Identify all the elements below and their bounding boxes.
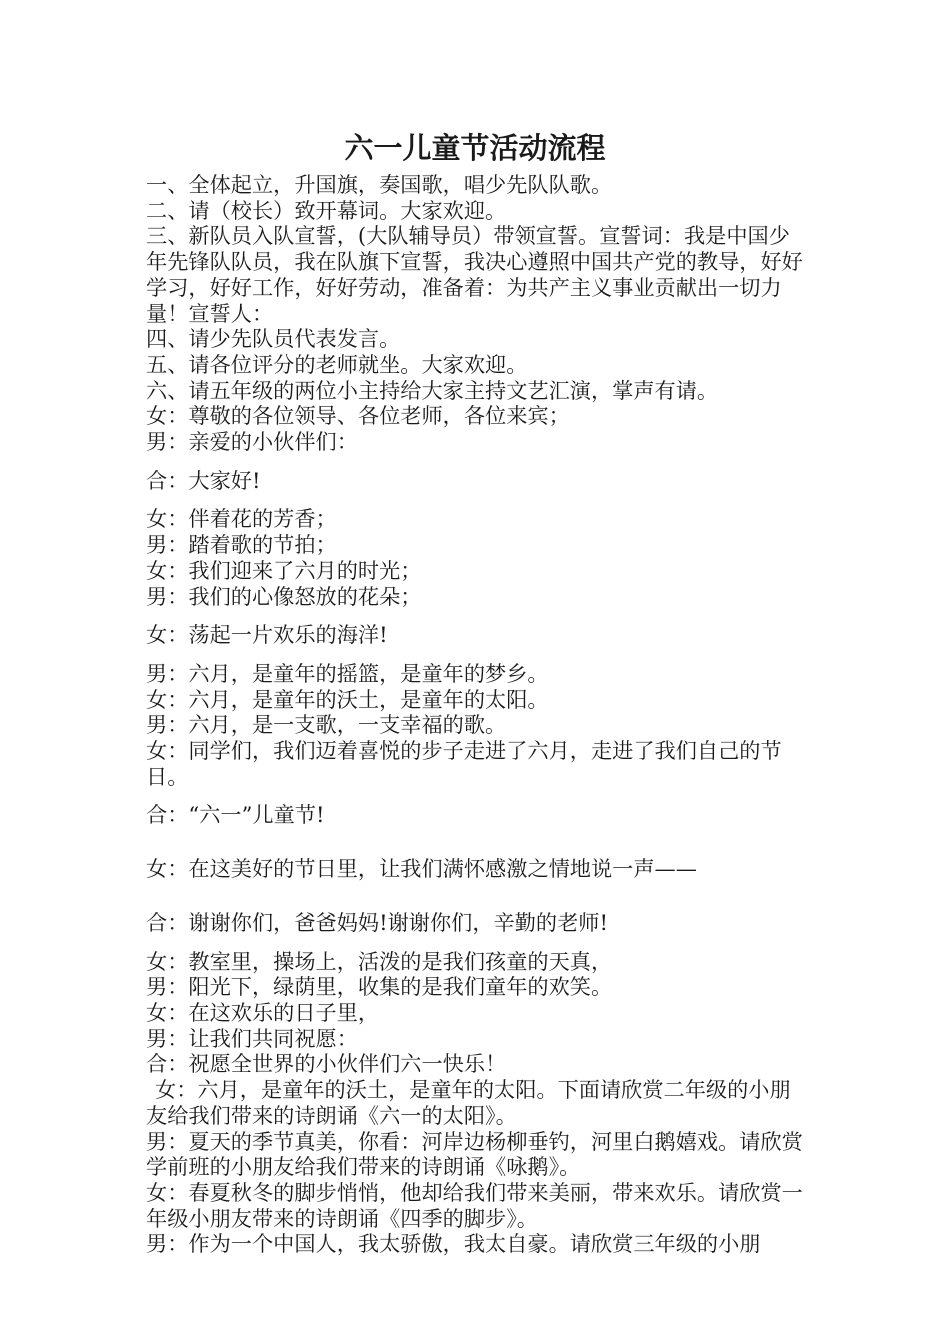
program-intro-poem-1: 女：六月，是童年的沃土，是童年的太阳。下面请欣赏二年级的小朋友给我们带来的诗朗诵《六一的太阳》。 — [146, 1077, 791, 1128]
dialogue-line: 合：谢谢你们，爸爸妈妈!谢谢你们，辛勤的老师! — [146, 909, 608, 935]
dialogue-line: 男：我们的心像怒放的花朵； — [146, 583, 422, 609]
dialogue-line: 男：六月，是一支歌，一支幸福的歌。 — [146, 712, 507, 738]
dialogue-line: 女：荡起一片欢乐的海洋! — [146, 622, 388, 648]
program-intro-poem-2: 男：夏天的季节真美，你看：河岸边杨柳垂钓，河里白鹅嬉戏。请欣赏学前班的小朋友给我们带来的诗朗诵《咏鹅》。 — [146, 1128, 803, 1180]
program-intro-poem-4: 男：作为一个中国人，我太骄傲，我太自豪。请欣赏三年级的小朋 — [146, 1231, 761, 1257]
dialogue-line: 女：尊敬的各位领导、各位老师，各位来宾； — [146, 403, 570, 429]
dialogue-line: 女：我们迎来了六月的时光； — [146, 557, 422, 583]
dialogue-line: 女：在这美好的节日里，让我们满怀感激之情地说一声—— — [146, 856, 697, 882]
paragraph-oath: 三、新队员入队宣誓，(大队辅导员）带领宣誓。宣誓词：我是中国少年先锋队队员，我在队旗下宣誓，我决心遵照中国共产党的教导，好好学习，好好工作，好好劳动，准备着：为共产主义事业贡献出一切力量！宣誓人： — [146, 223, 803, 326]
dialogue-line: 合：“六一”儿童节! — [146, 802, 325, 828]
dialogue-line: 女：在这欢乐的日子里， — [146, 999, 380, 1025]
program-intro-poem-3: 女：春夏秋冬的脚步悄悄，他却给我们带来美丽，带来欢乐。请欣赏一年级小朋友带来的诗朗诵《四季的脚步》。 — [146, 1179, 803, 1231]
document-title: 六一儿童节活动流程 — [344, 131, 606, 165]
paragraph-opening-speech: 二、请（校长）致开幕词。大家欢迎。 — [146, 197, 507, 223]
paragraph-representative-speech: 四、请少先队员代表发言。 — [146, 326, 401, 352]
dialogue-line: 男：踏着歌的节拍； — [146, 532, 337, 558]
dialogue-line: 女：伴着花的芳香； — [146, 506, 337, 532]
dialogue-line: 男：阳光下，绿荫里，收集的是我们童年的欢笑。 — [146, 974, 613, 1000]
dialogue-line: 合：大家好! — [146, 467, 261, 493]
dialogue-line: 女：教室里，操场上，活泼的是我们孩童的天真， — [146, 948, 613, 974]
paragraph-judges-seated: 五、请各位评分的老师就坐。大家欢迎。 — [146, 351, 528, 377]
dialogue-line: 女：六月，是童年的沃土，是童年的太阳。 — [146, 686, 549, 712]
dialogue-line: 合：祝愿全世界的小伙伴们六一快乐！ — [146, 1051, 507, 1077]
paragraph-anthem: 一、全体起立，升国旗，奏国歌，唱少先队队歌。 — [146, 172, 613, 197]
document-body — [146, 172, 811, 1257]
paragraph-hosts-intro: 六、请五年级的两位小主持给大家主持文艺汇演，掌声有请。 — [146, 377, 719, 403]
dialogue-line: 男：六月，是童年的摇篮，是童年的梦乡。 — [146, 660, 549, 686]
dialogue-line: 女：同学们，我们迈着喜悦的步子走进了六月，走进了我们自己的节日。 — [146, 738, 782, 789]
dialogue-line: 男：亲爱的小伙伴们： — [146, 429, 358, 455]
dialogue-line: 男：让我们共同祝愿： — [146, 1025, 358, 1051]
